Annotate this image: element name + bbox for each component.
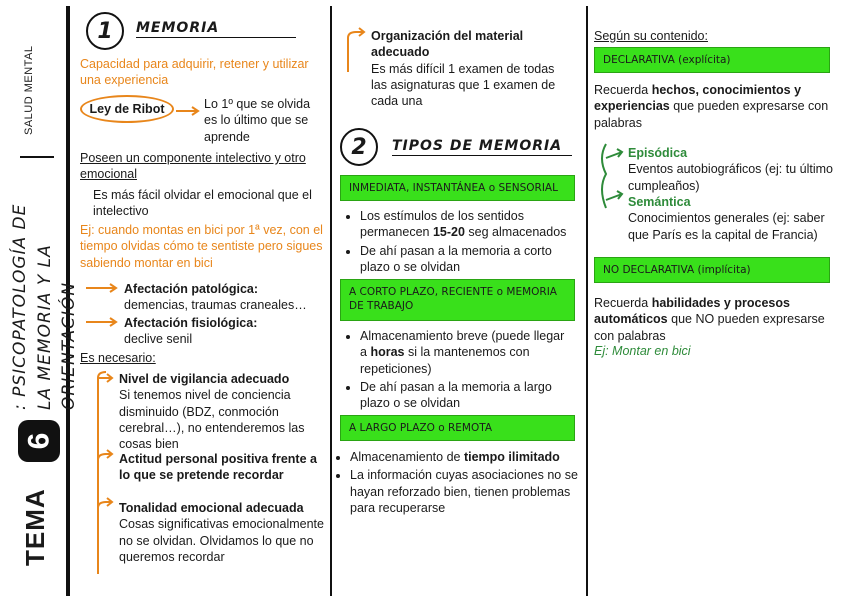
component-text: Es más fácil olvidar el emocional que el intelectivo xyxy=(93,188,312,219)
bike-example: Ej: cuando montas en bici por 1ª vez, con el tiempo olvidas cómo te sentiste pero sigues sabiendo montar en bici xyxy=(80,223,323,270)
org-arrow xyxy=(338,14,368,74)
afect-fis xyxy=(124,315,324,348)
tema-number: 6 xyxy=(22,432,55,450)
largo-item-1: • Almacenamiento de tiempo ilimitado xyxy=(350,449,579,465)
box-inmediata: INMEDIATA, INSTANTÁNEA o SENSORIAL xyxy=(340,175,575,201)
box-no-declarativa: NO DECLARATIVA (implícita) xyxy=(594,257,830,283)
corto-plazo-list xyxy=(344,328,574,413)
tema-label: TEMA xyxy=(20,488,50,566)
section1-number: 1 xyxy=(86,12,124,50)
inmediata-item-2: • De ahí pasan a la memoria a corto plazo o se olvidan xyxy=(360,243,574,276)
ribot-law-label: Ley de Ribot xyxy=(89,102,165,116)
requirement-tonalidad xyxy=(119,500,324,565)
afect-fis-title: Afectación fisiológica: xyxy=(124,316,258,330)
afect-pat-title: Afectación patológica: xyxy=(124,282,259,296)
box-largo-plazo: A LARGO PLAZO o REMOTA xyxy=(340,415,575,441)
req1-title: Nivel de vigilancia adecuado xyxy=(119,372,290,386)
section2-title: TIPOS DE MEMORIA xyxy=(392,138,572,156)
afect-fis-arrow xyxy=(86,317,120,327)
column-divider-2 xyxy=(586,6,588,596)
req2-title: Actitud personal positiva frente a lo que se pretende recordar xyxy=(119,452,317,483)
declarativa-branch xyxy=(594,140,628,210)
req3-title: Tonalidad emocional adecuada xyxy=(119,501,304,515)
episodica-title: Episódica xyxy=(628,146,688,160)
inmediata-list xyxy=(344,208,574,277)
component-heading: Poseen un componente intelectivo y otro emocional xyxy=(80,151,306,182)
corto-item-2: • De ahí pasan a la memoria a largo plazo o se olvidan xyxy=(360,379,574,412)
requirement-organizacion xyxy=(371,28,571,109)
tema-number-badge xyxy=(18,420,60,462)
memoria-definition: Capacidad para adquirir, retener y utilizar una experiencia xyxy=(80,57,309,88)
semantica-block xyxy=(628,194,840,243)
semantica-text: Conocimientos generales (ej: saber que París es la capital de Francia) xyxy=(628,211,825,242)
sidebar-separator xyxy=(20,156,54,158)
section2-number: 2 xyxy=(340,128,378,166)
afect-fis-text: declive senil xyxy=(124,332,193,347)
requirements-bracket xyxy=(88,368,118,580)
no-declarativa-example: Ej: Montar en bici xyxy=(594,344,691,358)
subject-label: SALUD MENTAL xyxy=(23,45,35,135)
largo-item-2: • La información cuyas asociaciones no se hayan reforzado bien, tienen problemas para recuperarse xyxy=(350,467,579,516)
largo-plazo-list xyxy=(334,449,579,518)
requirement-vigilancia xyxy=(119,371,324,452)
requirement-actitud xyxy=(119,451,324,484)
afect-pat-arrow xyxy=(86,283,120,293)
episodica-block xyxy=(628,145,840,194)
afect-pat-text: demencias, traumas craneales… xyxy=(124,298,307,313)
no-declarativa-text: Recuerda habilidades y procesos automáticos que NO pueden expresarse con palabras xyxy=(594,296,825,343)
req1-text: Si tenemos nivel de conciencia disminuido (BDZ, conmoción cerebral…), no entenderemos las cosas bien xyxy=(119,388,305,451)
necesario-heading: Es necesario: xyxy=(80,351,156,365)
box-corto-plazo: A CORTO PLAZO, RECIENTE o MEMORIA DE TRABAJO xyxy=(340,279,575,321)
semantica-title: Semántica xyxy=(628,195,691,209)
topic-title: : PSICOPATOLOGÍA DE LA MEMORIA Y LA ORIENTACIÓN xyxy=(10,203,80,410)
req3-text: Cosas significativas emocionalmente no se olvidan. Olvidamos lo que no queremos recordar xyxy=(119,517,324,564)
inmediata-item-1: • Los estímulos de los sentidos permanecen 15-20 seg almacenados xyxy=(360,208,574,241)
afect-pat xyxy=(124,281,324,314)
column-divider-1 xyxy=(330,6,332,596)
corto-item-1: • Almacenamiento breve (puede llegar a horas si la mantenemos con repeticiones) xyxy=(360,328,574,377)
box-declarativa: DECLARATIVA (explícita) xyxy=(594,47,830,73)
declarativa-text: Recuerda hechos, conocimientos y experiencias que pueden expresarse con palabras xyxy=(594,83,829,130)
ribot-law-oval xyxy=(80,95,174,123)
org-title: Organización del material adecuado xyxy=(371,29,524,60)
episodica-text: Eventos autobiográficos (ej: tu último cumpleaños) xyxy=(628,162,833,193)
ribot-arrow xyxy=(176,106,202,116)
org-text: Es más difícil 1 examen de todas las asignaturas que 1 examen de cada una xyxy=(371,61,556,108)
ribot-law-text: Lo 1º que se olvida es lo último que se aprende xyxy=(204,97,311,144)
contenido-heading: Según su contenido: xyxy=(594,29,708,43)
section1-title: MEMORIA xyxy=(136,20,296,38)
